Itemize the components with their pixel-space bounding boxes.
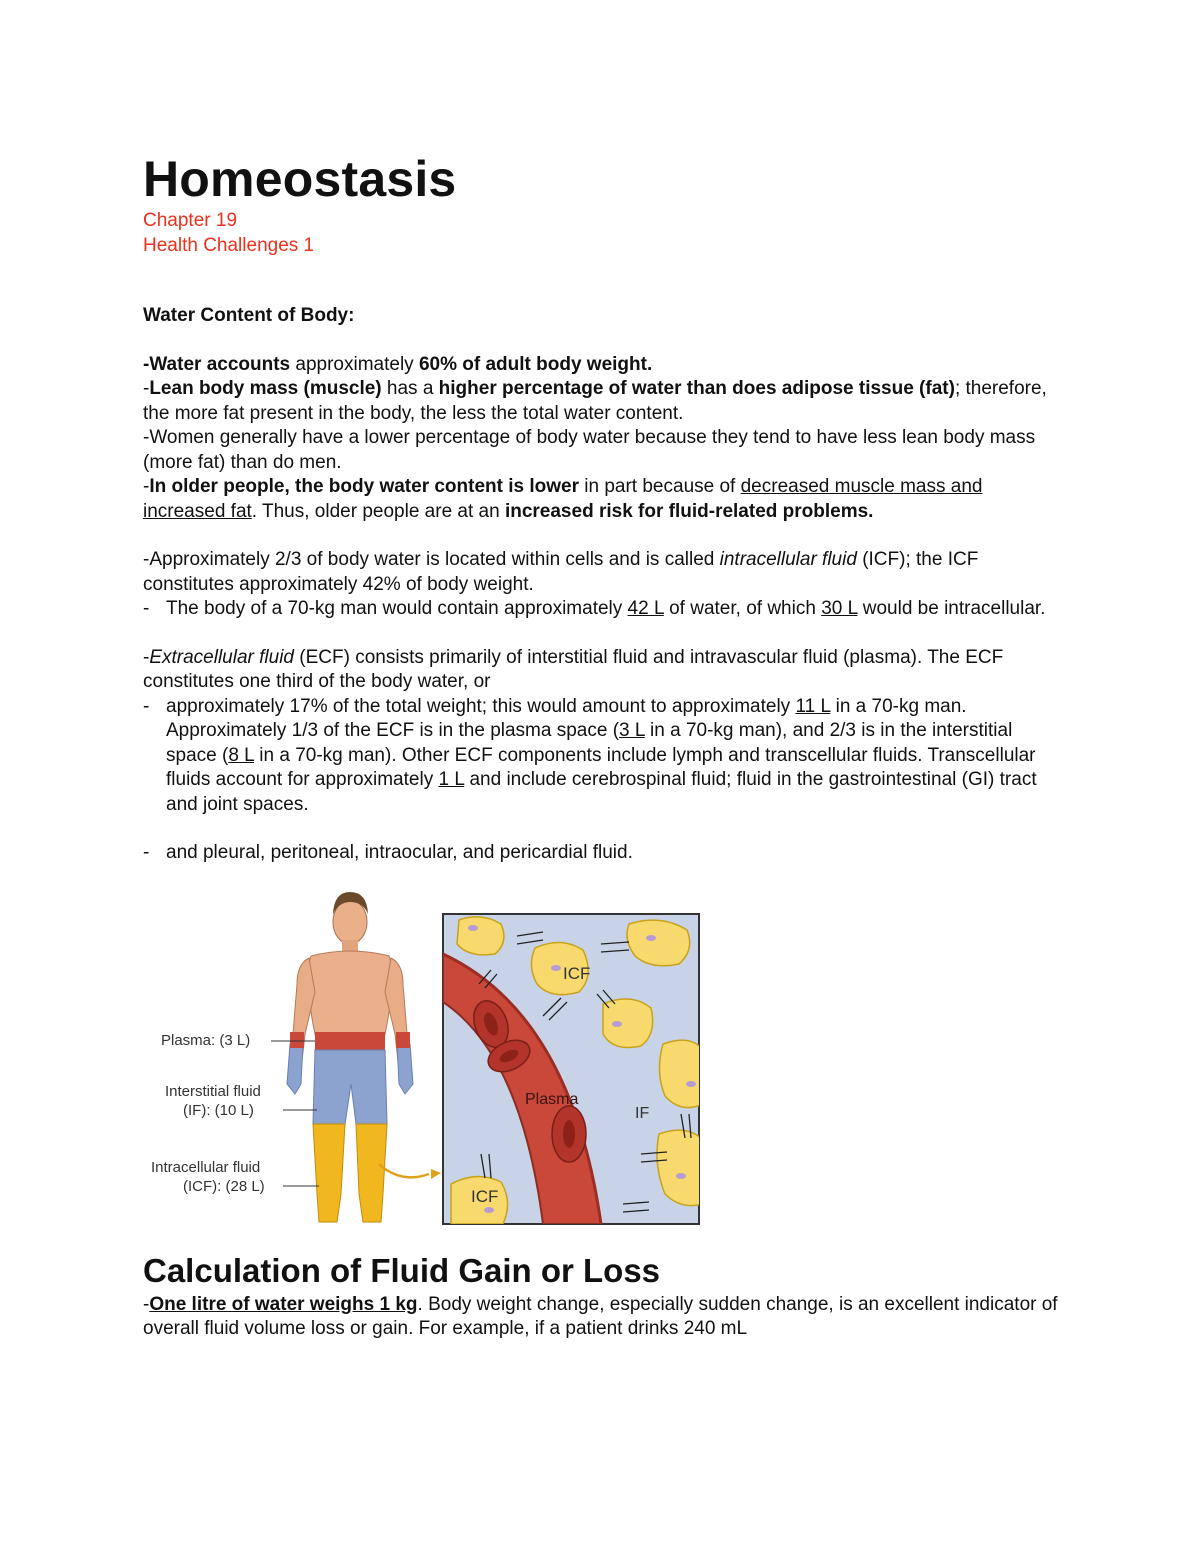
paragraph-water-accounts: -Water accounts approximately 60% of adult body weight.	[143, 353, 653, 375]
label-icf-line2: (ICF): (28 L)	[183, 1177, 265, 1195]
document-page	[143, 150, 1063, 1342]
body-fluid-figure	[151, 884, 711, 1229]
paragraph-ecf: -Extracellular fluid (ECF) consists primarily of interstitial fluid and intravascular fluid (plasma). The ECF constitutes one third of the body water, or	[143, 646, 1004, 692]
page-title: Homeostasis	[143, 151, 457, 207]
section-heading-water-content: Water Content of Body:	[143, 305, 355, 326]
inset-label-icf-top: ICF	[563, 963, 591, 983]
paragraph-older-people: -In older people, the body water content is lower in part because of decreased muscle mass and increased fat. Thus, older people are at an increased risk for fluid-related problems.	[143, 476, 983, 522]
bullet-pleural: - and pleural, peritoneal, intraocular, and pericardial fluid.	[143, 842, 633, 863]
chapter-label: Chapter 19	[143, 210, 238, 231]
bullet-ecf-details: - approximately 17% of the total weight; this would amount to approximately 11 L in a 70-kg man. Approximately 1/3 of the ECF is in the plasma space (3 L in a 70-kg man), and 2/3 is in the interstitial space (8 L in a 70-kg man). Other ECF components include lymph and transcellular fluids. Transcellular fluids account for approximately 1 L and include cerebrospinal fluid; fluid in the gastrointestinal (GI) tract and joint spaces.	[143, 695, 1037, 815]
human-body-illustration	[271, 892, 441, 1222]
inset-label-plasma: Plasma	[525, 1090, 579, 1108]
paragraph-icf: -Approximately 2/3 of body water is located within cells and is called intracellular fluid (ICF); the ICF constitutes approximately 42% of body weight.	[143, 549, 979, 595]
section-heading-fluid-gain-loss: Calculation of Fluid Gain or Loss	[143, 1251, 661, 1289]
inset-label-if: IF	[635, 1104, 650, 1122]
label-if-line2: (IF): (10 L)	[183, 1101, 254, 1119]
inset-label-icf-bottom: ICF	[471, 1186, 499, 1206]
label-if-line1: Interstitial fluid	[165, 1082, 261, 1100]
paragraph-lean-body-mass: -Lean body mass (muscle) has a higher percentage of water than does adipose tissue (fat); therefore, the more fat present in the body, the less the total water content.	[143, 378, 1047, 424]
paragraph-one-litre: -One litre of water weighs 1 kg. Body weight change, especially sudden change, is an excellent indicator of overall fluid volume loss or gain. For example, if a patient drinks 240 mL	[143, 1293, 1058, 1339]
bullet-70kg-man: - The body of a 70-kg man would contain approximately 42 L of water, of which 30 L would be intracellular.	[143, 598, 1046, 619]
paragraph-women: -Women generally have a lower percentage of body water because they tend to have less lean body mass (more fat) than do men.	[143, 427, 1036, 473]
label-plasma: Plasma: (3 L)	[161, 1031, 251, 1049]
label-icf-line1: Intracellular fluid	[151, 1158, 261, 1176]
fluid-compartment-inset	[443, 914, 703, 1224]
course-label: Health Challenges 1	[143, 235, 315, 256]
